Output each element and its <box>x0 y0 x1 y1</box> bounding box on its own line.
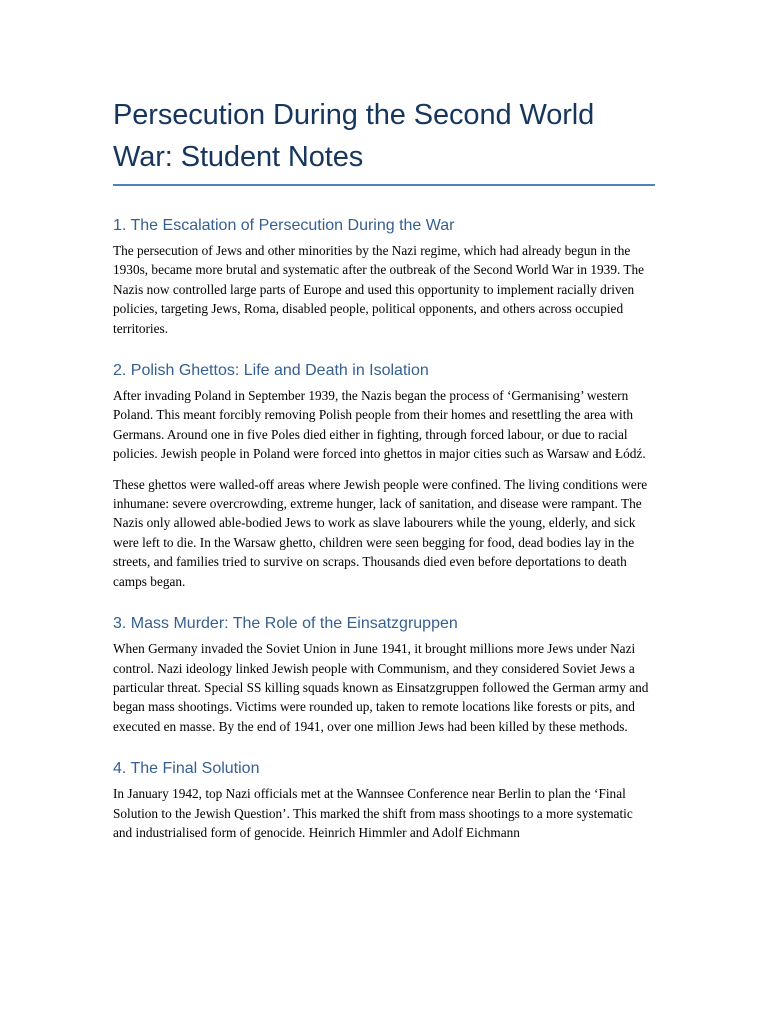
section-heading: 3. Mass Murder: The Role of the Einsatzgruppen <box>113 615 458 633</box>
section-heading: 2. Polish Ghettos: Life and Death in Isolation <box>113 362 429 380</box>
section-heading: 1. The Escalation of Persecution During the War <box>113 217 455 234</box>
document-title: Persecution During the Second World War: Student Notes <box>113 99 595 173</box>
body-paragraph: These ghettos were walled-off areas where Jewish people were confined. The living conditions were inhumane: severe overcrowding, extreme hunger, lack of sanitation, and disease were rampant. The Nazis only allowed able-bodied Jews to work as slave labourers while the young, elderly, and sick were left to die. In the Warsaw ghetto, children were seen begging for food, dead bodies lay in the streets, and families tried to survive on scraps. Thousands died even before deportations to death camps began. <box>113 476 648 589</box>
section-polish-ghettos <box>113 360 655 591</box>
body-paragraph: In January 1942, top Nazi officials met at the Wannsee Conference near Berlin to plan the ‘Final Solution to the Jewish Question’. This marked the shift from mass shootings to a more systematic and industrialised form of genocide. Heinrich Himmler and Adolf Eichmann <box>113 786 633 840</box>
section-heading: 4. The Final Solution <box>113 760 260 778</box>
body-paragraph: The persecution of Jews and other minorities by the Nazi regime, which had already begun in the 1930s, became more brutal and systematic after the outbreak of the Second World War in 1939. The Nazis now controlled large parts of Europe and used this opportunity to implement racially driven policies, targeting Jews, Roma, disabled people, political opponents, and others across occupied territories. <box>113 243 645 336</box>
document-body <box>113 94 655 864</box>
section-final-solution <box>113 758 655 842</box>
body-paragraph: When Germany invaded the Soviet Union in June 1941, it brought millions more Jews under Nazi control. Nazi ideology linked Jewish people with Communism, and they considered Soviet Jews a particular threat. Special SS killing squads known as Einsatzgruppen followed the German army and began mass shootings. Victims were rounded up, taken to remote locations like forests or pits, and executed en masse. By the end of 1941, over one million Jews had been killed by these methods. <box>113 641 649 734</box>
title-underline-divider <box>113 184 655 186</box>
section-einsatzgruppen <box>113 613 655 736</box>
body-paragraph: After invading Poland in September 1939, the Nazis began the process of ‘Germanising’ western Poland. This meant forcibly removing Polish people from their homes and resettling the area with Germans. Around one in five Poles died either in fighting, through forced labour, or due to racial policies. Jewish people in Poland were forced into ghettos in major cities such as Warsaw and Łódź. <box>113 388 646 462</box>
section-escalation <box>113 215 655 338</box>
